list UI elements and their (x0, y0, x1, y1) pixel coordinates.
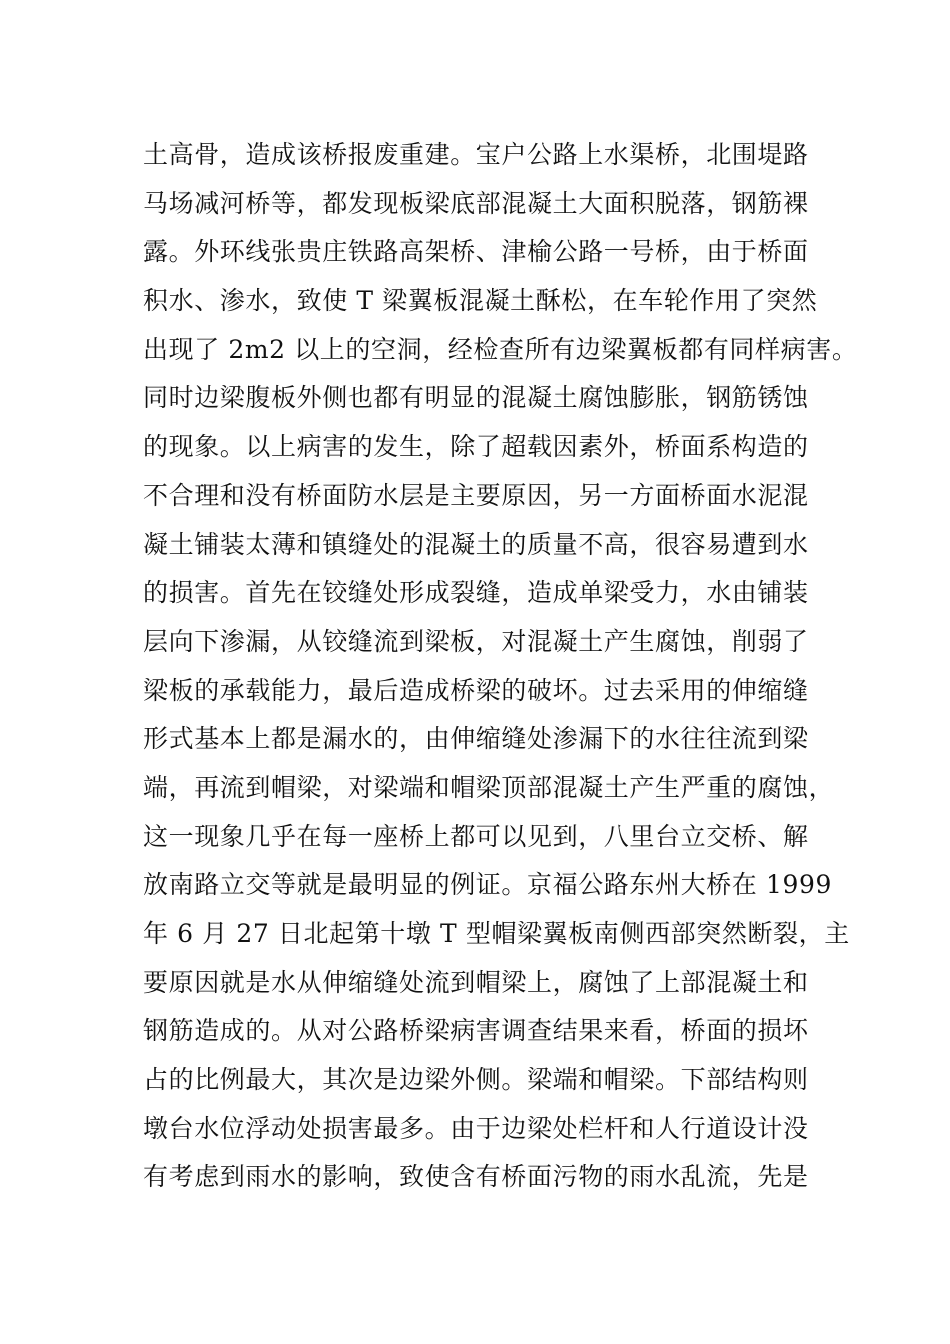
text-line: 的现象。以上病害的发生，除了超载因素外，桥面系构造的 (143, 432, 809, 462)
text-line: 钢筋造成的。从对公路桥梁病害调查结果来看，桥面的损坏 (143, 1016, 809, 1046)
text-line: 同时边梁腹板外侧也都有明显的混凝土腐蚀膨胀，钢筋锈蚀 (143, 383, 809, 413)
text-line: 形式基本上都是漏水的，由伸缩缝处渗漏下的水往往流到梁 (143, 724, 809, 754)
text-line: 不合理和没有桥面防水层是主要原因，另一方面桥面水泥混 (143, 480, 809, 510)
text-line: 的损害。首先在铰缝处形成裂缝，造成单梁受力，水由铺装 (143, 578, 809, 608)
text-line: 积水、渗水，致使 T 梁翼板混凝土酥松，在车轮作用了突然 (143, 286, 818, 316)
text-line: 墩台水位浮动处损害最多。由于边梁处栏杆和人行道设计没 (143, 1113, 809, 1143)
text-line: 土高骨，造成该桥报废重建。宝户公路上水渠桥，北围堤路 (143, 140, 809, 169)
text-line: 有考虑到雨水的影响，致使含有桥面污物的雨水乱流，先是 (143, 1162, 809, 1192)
text-line: 出现了 2m2 以上的空洞，经检查所有边梁翼板都有同样病害。 (143, 334, 858, 364)
text-line: 层向下渗漏，从铰缝流到梁板，对混凝土产生腐蚀，削弱了 (143, 626, 809, 656)
text-line: 年 6 月 27 日北起第十墩 T 型帽梁翼板南侧西部突然断裂，主 (143, 919, 850, 948)
text-line: 要原因就是水从伸缩缝处流到帽梁上，腐蚀了上部混凝土和 (143, 967, 809, 997)
body-text (143, 131, 858, 1202)
text-line: 凝土铺装太薄和镇缝处的混凝土的质量不高，很容易遭到水 (143, 529, 809, 559)
text-line: 马场减河桥等，都发现板梁底部混凝土大面积脱落，钢筋裸 (143, 188, 809, 218)
text-line: 放南路立交等就是最明显的例证。京福公路东州大桥在 1999 (143, 870, 832, 900)
text-line: 占的比例最大，其次是边梁外侧。梁端和帽梁。下部结构则 (143, 1065, 809, 1095)
text-line: 这一现象几乎在每一座桥上都可以见到，八里台立交桥、解 (143, 821, 809, 851)
text-line: 端，再流到帽梁，对梁端和帽梁顶部混凝土产生严重的腐蚀， (143, 772, 835, 802)
text-line: 梁板的承载能力，最后造成桥梁的破坏。过去采用的伸缩缝 (143, 675, 809, 705)
text-line: 露。外环线张贵庄铁路高架桥、津榆公路一号桥，由于桥面 (143, 237, 809, 267)
